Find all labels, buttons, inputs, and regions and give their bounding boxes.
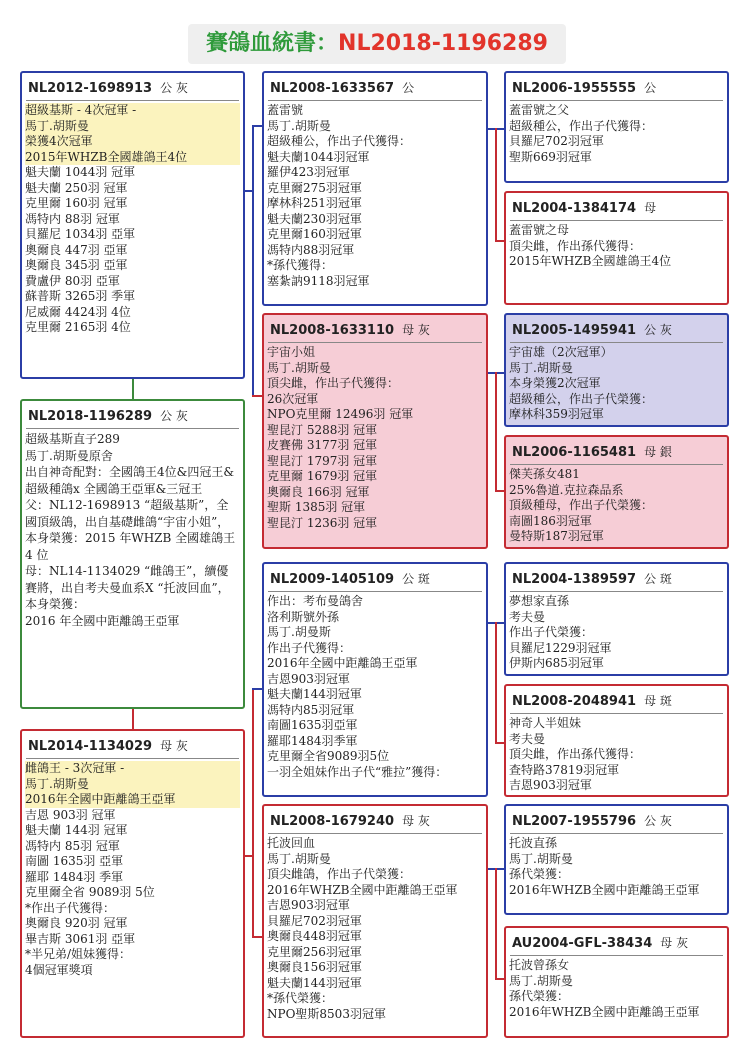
- sire-sire-sex: 公: [402, 81, 415, 95]
- dam-sire-line: 作出子代獲得：: [267, 640, 352, 655]
- dam-result-line: *半兄弟/姐妹獲得：: [25, 947, 132, 961]
- dsd-line: 神奇人半姐妹: [509, 716, 582, 730]
- pedigree-title: [188, 24, 566, 64]
- sire-sire-line: 魁夫蘭230羽冠軍: [267, 211, 362, 226]
- sire-sire-line: 超級種公，作出子代獲得：: [267, 134, 412, 148]
- sire-result-line: 貝羅尼 1034羽 亞軍: [25, 227, 136, 241]
- sire-result-line: 奧爾良 345羽 亞軍: [25, 258, 128, 272]
- divider: [268, 100, 482, 101]
- sire-dam-line: 26次冠軍: [267, 391, 319, 406]
- dam-dam-sex-color: 母 灰: [402, 814, 430, 828]
- dds-sex-color: 公 灰: [644, 814, 672, 828]
- dsd-ring-number: NL2008-2048941: [512, 694, 637, 709]
- title-label: 賽鴿血統書：: [206, 31, 339, 56]
- subject-details: [22, 431, 243, 629]
- dam-dam-line: 克里爾256羽冠軍: [267, 944, 362, 959]
- dam-result-line: 畢吉斯 3061羽 亞軍: [25, 931, 136, 946]
- dam-highlight-line: 2016年全國中距離鴿王亞軍: [25, 792, 240, 808]
- sire-result-line: 魁夫蘭 250羽 冠軍: [25, 180, 128, 195]
- dam-result-line: 南圖 1635羽 亞軍: [25, 854, 124, 868]
- sds-line: 宇宙雄（2次冠軍）: [509, 345, 613, 359]
- dam-sire-line: 魁夫蘭144羽冠軍: [267, 687, 362, 701]
- sire-dam-line: 聖昆汀 1236羽 冠軍: [267, 515, 378, 530]
- sds-line: 本身榮獲2次冠軍: [509, 376, 601, 390]
- subject-ring-number: NL2018-1196289: [28, 409, 153, 424]
- dam-sire-details: [264, 594, 486, 780]
- dds-line: 馬丁.胡斯曼: [509, 851, 573, 866]
- divider: [26, 758, 239, 759]
- ssd-header: [506, 193, 727, 219]
- sire-ring-number: NL2012-1698913: [28, 81, 153, 96]
- connector-sd-to-sdd: [495, 372, 497, 490]
- dam-result-line: 4個冠軍獎項: [25, 962, 93, 977]
- ddd-line: 孫代榮獲：: [509, 989, 570, 1003]
- dam-sire-line: 2016年全國中距離鴿王亞軍: [267, 656, 418, 670]
- sds-header: [506, 315, 727, 341]
- sire-highlight-line: 2015年WHZB全國雄鴿王4位: [25, 150, 240, 166]
- divider: [510, 342, 723, 343]
- sire-dam-header: [264, 315, 486, 341]
- sire-dam-line: 皮賽佛 3177羽 冠軍: [267, 438, 378, 452]
- sss-card: [504, 71, 729, 183]
- sdd-ring-number: NL2006-1165481: [512, 445, 637, 460]
- dsd-sex-color: 母 斑: [644, 694, 672, 708]
- dam-dam-line: 吉恩903羽冠軍: [267, 898, 350, 912]
- sdd-line: 傑芙孫女481: [509, 467, 580, 481]
- dam-dam-line: *孫代榮獲：: [267, 991, 334, 1005]
- sire-highlight-line: 超級基斯 - 4次冠軍 -: [25, 103, 240, 119]
- sdd-line: 曼特斯187羽冠軍: [509, 529, 604, 543]
- ddd-sex-color: 母 灰: [660, 936, 689, 950]
- ddd-card: [504, 926, 729, 1038]
- dam-details: [22, 761, 243, 978]
- divider: [26, 100, 239, 101]
- dss-card: [504, 562, 729, 676]
- dam-result-line: 羅耶 1484羽 季軍: [25, 869, 124, 884]
- sire-dam-line: NPO克里爾 12496羽 冠軍: [267, 407, 414, 421]
- sdd-sex-color: 母 銀: [644, 445, 672, 459]
- sire-result-line: 尼威爾 4424羽 4位: [25, 304, 131, 319]
- sire-sire-line: 克里爾275羽冠軍: [267, 180, 362, 195]
- dam-ring-number: NL2014-1134029: [28, 739, 153, 754]
- ddd-ring-number: AU2004-GFL-38434: [512, 936, 653, 951]
- dsd-line: 吉恩903羽冠軍: [509, 778, 592, 792]
- divider: [510, 955, 723, 956]
- sss-line: 蓋雷號之父: [509, 103, 570, 117]
- connector-subject-sire: [132, 378, 134, 400]
- ddd-line: 2016年WHZB全國中距離鴿王亞軍: [509, 1004, 700, 1019]
- dam-dam-line: 托波回血: [267, 836, 316, 850]
- sire-sire-line: 摩林科251羽冠軍: [267, 196, 362, 210]
- dam-highlight-line: 馬丁.胡斯曼: [25, 777, 240, 793]
- dam-sire-line: 克里爾全省9089羽5位: [267, 749, 390, 763]
- sire-card: [20, 71, 245, 379]
- ssd-sex: 母: [644, 201, 657, 215]
- dam-sex-color: 母 灰: [160, 739, 188, 753]
- dam-sire-line: 吉恩903羽冠軍: [267, 671, 350, 686]
- dam-highlight-line: 雌鴿王 - 3次冠軍 -: [25, 761, 240, 777]
- subject-header: [22, 401, 243, 427]
- dam-sire-line: 洛利斯號外孫: [267, 609, 340, 624]
- dss-details: [506, 594, 727, 672]
- ssd-line: 頂尖雌，作出孫代獲得：: [509, 238, 642, 253]
- dam-sire-line: 一羽全姐妹作出子代“雅拉”獲得：: [267, 764, 448, 779]
- sss-details: [506, 103, 727, 165]
- sire-highlight-line: 榮獲4次冠軍: [25, 134, 240, 150]
- dam-result-line: 克里爾全省 9089羽 5位: [25, 885, 155, 899]
- dam-header: [22, 731, 243, 757]
- sds-sex-color: 公 灰: [644, 323, 672, 337]
- sire-sire-header: [264, 73, 486, 99]
- dam-sire-line: 馮特内85羽冠軍: [267, 702, 355, 717]
- sire-sire-line: 魁夫蘭1044羽冠軍: [267, 149, 370, 164]
- sire-dam-card: [262, 313, 488, 549]
- subject-line: 馬丁.胡斯曼原舍: [25, 448, 113, 463]
- connector-sire-generation2-vertical: [252, 125, 254, 395]
- dam-sire-line: 南圖1635羽亞軍: [267, 718, 358, 732]
- sire-sire-line: 蓋雷號: [267, 103, 304, 117]
- dsd-line: 考夫曼: [509, 731, 546, 746]
- ssd-line: 2015年WHZB全國雄鴿王4位: [509, 254, 672, 268]
- dds-header: [506, 806, 727, 832]
- dam-dam-line: 馬丁.胡斯曼: [267, 851, 331, 866]
- sire-sire-line: 克里爾160羽冠軍: [267, 227, 362, 241]
- divider: [268, 342, 482, 343]
- sire-dam-line: 馬丁.胡斯曼: [267, 360, 331, 375]
- sire-sire-line: 馬丁.胡斯曼: [267, 118, 331, 133]
- sire-dam-line: 宇宙小姐: [267, 345, 316, 359]
- sire-header: [22, 73, 243, 99]
- sss-header: [506, 73, 727, 99]
- subject-line: 父：NL12-1698913 “超級基斯”，全國頂級鴿，出自基礎雌鴿“宇宙小姐”，本身榮獲：2015 年WHZB 全國雄鴿王4 位: [25, 498, 236, 562]
- sss-sex: 公: [644, 81, 657, 95]
- ddd-details: [506, 958, 727, 1020]
- subject-line: 出自神奇配對：全國鴿王4位&四冠王&超級種鴿x 全國鴿王亞軍&三冠王: [25, 465, 234, 496]
- divider: [510, 464, 723, 465]
- dam-card: [20, 729, 245, 1038]
- sire-result-line: 魁夫蘭 1044羽 冠軍: [25, 165, 136, 179]
- ddd-header: [506, 928, 727, 954]
- sds-line: 馬丁.胡斯曼: [509, 360, 573, 375]
- sss-line: 聖斯669羽冠軍: [509, 149, 592, 164]
- dsd-line: 頂尖雌，作出孫代獲得：: [509, 747, 642, 761]
- ddd-line: 馬丁.胡斯曼: [509, 973, 573, 988]
- dam-sire-ring-number: NL2009-1405109: [270, 572, 395, 587]
- dam-dam-line: NPO聖斯8503羽冠軍: [267, 1006, 386, 1021]
- dss-line: 作出子代榮獲：: [509, 625, 594, 639]
- connector-dd-to-ddd: [495, 868, 497, 978]
- dds-line: 孫代榮獲：: [509, 867, 570, 881]
- dam-dam-line: 奧爾良448羽冠軍: [267, 929, 362, 943]
- dds-details: [506, 836, 727, 898]
- divider: [510, 220, 723, 221]
- dam-sire-sex-color: 公 斑: [402, 572, 430, 586]
- sss-line: 貝羅尼702羽冠軍: [509, 134, 604, 148]
- dss-line: 夢想家直孫: [509, 594, 570, 608]
- sire-dam-line: 克里爾 1679羽 冠軍: [267, 469, 378, 483]
- dam-sire-card: [262, 562, 488, 797]
- dam-result-line: 魁夫蘭 144羽 冠軍: [25, 823, 128, 837]
- sire-dam-line: 奧爾良 166羽 冠軍: [267, 484, 370, 499]
- divider: [268, 591, 482, 592]
- connector-ds-to-dsd: [495, 622, 497, 742]
- dss-line: 伊斯内685羽冠軍: [509, 656, 604, 670]
- subject-card: [20, 399, 245, 709]
- sire-dam-sex-color: 母 灰: [402, 323, 430, 337]
- dsd-card: [504, 684, 729, 797]
- dam-dam-line: 奧爾良156羽冠軍: [267, 960, 362, 974]
- dsd-line: 查特路37819羽冠軍: [509, 762, 620, 777]
- dam-result-line: *作出子代獲得：: [25, 900, 116, 915]
- sire-sire-ring-number: NL2008-1633567: [270, 81, 395, 96]
- subject-line: 超級基斯直子289: [25, 432, 120, 446]
- dss-ring-number: NL2004-1389597: [512, 572, 637, 587]
- dam-result-line: 奧爾良 920羽 冠軍: [25, 916, 128, 930]
- ddd-line: 托波曾孫女: [509, 958, 570, 972]
- dds-line: 托波直孫: [509, 836, 558, 850]
- sire-dam-line: 聖昆汀 5288羽 冠軍: [267, 422, 378, 437]
- sire-dam-details: [264, 345, 486, 531]
- ssd-ring-number: NL2004-1384174: [512, 201, 637, 216]
- sdd-line: 頂級種母，作出子代榮獲：: [509, 498, 654, 512]
- subject-line: 母：NL14-1134029 “雌鴿王”，續優賽將，出自考夫曼血系X “托波回血”，本身榮獲：: [25, 564, 230, 611]
- dam-dam-card: [262, 804, 488, 1038]
- dss-header: [506, 564, 727, 590]
- dss-line: 考夫曼: [509, 609, 546, 624]
- dam-dam-line: 魁夫蘭144羽冠軍: [267, 975, 362, 990]
- divider: [26, 428, 239, 429]
- sire-highlight-line: 馬丁.胡斯曼: [25, 119, 240, 135]
- dds-line: 2016年WHZB全國中距離鴿王亞軍: [509, 882, 700, 897]
- sdd-header: [506, 437, 727, 463]
- dds-ring-number: NL2007-1955796: [512, 814, 637, 829]
- sdd-line: 25%魯道.克拉森品系: [509, 482, 624, 497]
- title-ring-number: NL2018-1196289: [338, 31, 548, 56]
- sire-dam-ring-number: NL2008-1633110: [270, 323, 395, 338]
- dam-sire-line: 馬丁.胡曼斯: [267, 625, 331, 639]
- sire-result-line: 克里爾 160羽 冠軍: [25, 196, 128, 210]
- sds-line: 摩林科359羽冠軍: [509, 407, 604, 421]
- dam-dam-line: 貝羅尼702羽冠軍: [267, 913, 362, 928]
- sire-sex-color: 公 灰: [160, 81, 188, 95]
- ssd-details: [506, 223, 727, 270]
- sire-result-line: 蘇普斯 3265羽 季軍: [25, 289, 136, 303]
- subject-line: 2016 年全國中距離鴿王亞軍: [25, 613, 180, 628]
- sire-sire-details: [264, 103, 486, 289]
- sire-result-line: 費盧伊 80羽 亞軍: [25, 273, 120, 288]
- sss-ring-number: NL2006-1955555: [512, 81, 637, 96]
- dam-result-line: 馮特内 85羽 冠軍: [25, 838, 120, 853]
- sire-dam-line: 頂尖雌，作出子代獲得：: [267, 376, 400, 390]
- sds-ring-number: NL2005-1495941: [512, 323, 637, 338]
- ssd-card: [504, 191, 729, 305]
- ssd-line: 蓋雷號之母: [509, 223, 570, 237]
- divider: [510, 833, 723, 834]
- sds-line: 超級種公，作出子代榮獲：: [509, 391, 654, 406]
- connector-ss-to-ssd: [495, 128, 497, 240]
- sire-sire-line: 塞紮訥9118羽冠軍: [267, 273, 370, 288]
- dss-line: 貝羅尼1229羽冠軍: [509, 640, 612, 655]
- sire-dam-line: 聖斯 1385羽 冠軍: [267, 500, 366, 514]
- connector-subject-dam: [132, 708, 134, 730]
- sdd-card: [504, 435, 729, 549]
- dam-dam-details: [264, 836, 486, 1022]
- sire-details: [22, 103, 243, 336]
- divider: [510, 100, 723, 101]
- divider: [268, 833, 482, 834]
- sire-sire-line: *孫代獲得：: [267, 258, 334, 272]
- sire-sire-card: [262, 71, 488, 306]
- sire-sire-line: 羅伊423羽冠軍: [267, 165, 350, 179]
- sds-details: [506, 345, 727, 423]
- sdd-line: 南圖186羽冠軍: [509, 513, 592, 528]
- sdd-details: [506, 467, 727, 545]
- dam-sire-line: 作出：考布曼鴿舍: [267, 594, 364, 608]
- dam-dam-header: [264, 806, 486, 832]
- subject-sex-color: 公 灰: [160, 409, 188, 423]
- dam-dam-line: 頂尖雌鴿，作出子代榮獲：: [267, 867, 412, 881]
- dss-sex-color: 公 斑: [644, 572, 672, 586]
- sire-result-line: 奧爾良 447羽 亞軍: [25, 242, 128, 257]
- dam-dam-line: 2016年WHZB全國中距離鴿王亞軍: [267, 882, 458, 897]
- dam-sire-line: 羅耶1484羽季軍: [267, 733, 358, 748]
- sire-result-line: 克里爾 2165羽 4位: [25, 320, 131, 334]
- divider: [510, 713, 723, 714]
- sds-card: [504, 313, 729, 427]
- divider: [510, 591, 723, 592]
- dam-result-line: 吉恩 903羽 冠軍: [25, 807, 116, 822]
- dam-sire-header: [264, 564, 486, 590]
- connector-dam-generation2-vertical: [252, 688, 254, 938]
- sire-sire-line: 馮特内88羽冠軍: [267, 242, 355, 257]
- dds-card: [504, 804, 729, 915]
- dsd-details: [506, 716, 727, 794]
- sss-line: 超級種公，作出子代獲得：: [509, 118, 654, 133]
- sire-dam-line: 聖昆汀 1797羽 冠軍: [267, 453, 378, 468]
- sire-result-line: 馮特内 88羽 冠軍: [25, 211, 120, 226]
- dam-dam-ring-number: NL2008-1679240: [270, 814, 395, 829]
- dsd-header: [506, 686, 727, 712]
